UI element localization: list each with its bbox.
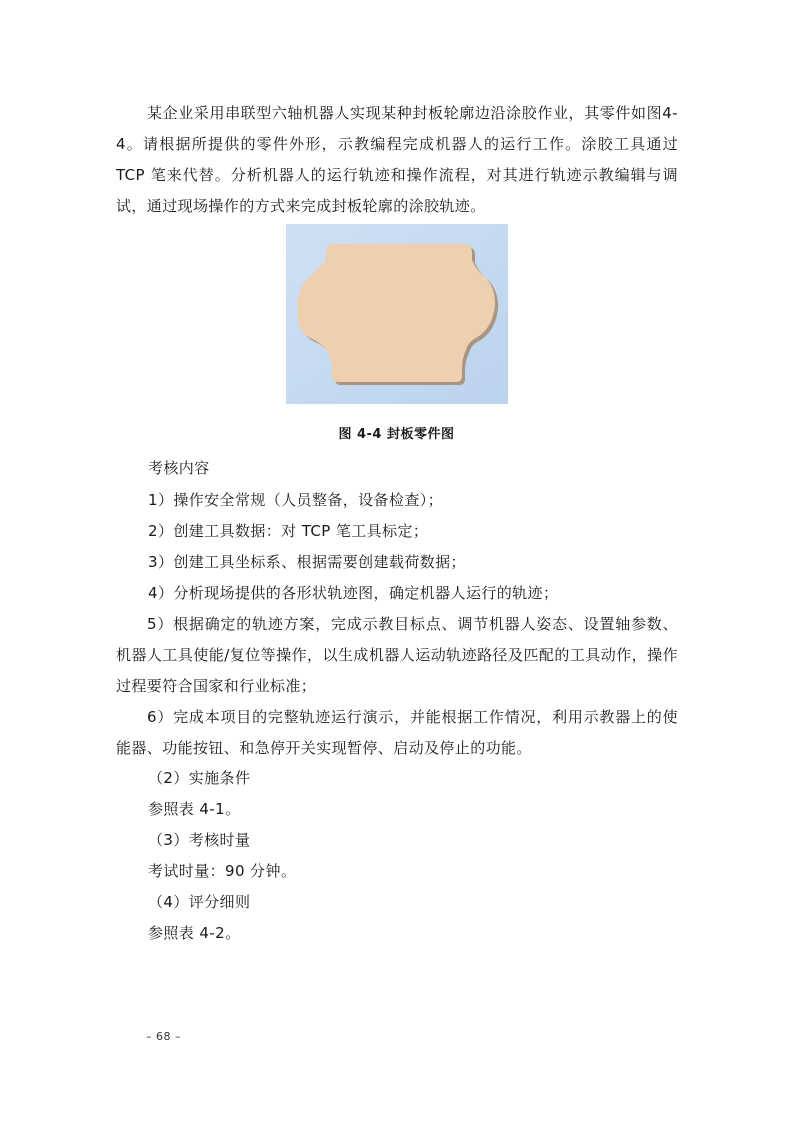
part-figure — [286, 224, 508, 404]
section-body: 考试时量：90 分钟。 — [148, 862, 297, 880]
section-heading: （3）考核时量 — [148, 831, 251, 849]
page-number: – 68 – — [146, 1030, 181, 1043]
assessment-item: 6）完成本项目的完整轨迹运行演示，并能根据工作情况，利用示教器上的使能器、功能按钮、和急停开关实现暂停、启动及停止的功能。 — [116, 708, 678, 757]
intro-paragraph: 某企业采用串联型六轴机器人实现某种封板轮廓边沿涂胶作业，其零件如图4-4。请根据所提供的零件外形，示教编程完成机器人的运行工作。涂胶工具通过 TCP 笔来代替。分析机器人的运行轨迹和操作流程，对其进行轨迹示教编辑与调试，通过现场操作的方式来完成封板轮廓的涂胶轨迹。 — [116, 104, 678, 215]
section-heading: （2）实施条件 — [148, 769, 251, 787]
section-body: 参照表 4-1。 — [148, 800, 241, 818]
section-heading: （4）评分细则 — [148, 893, 251, 911]
figure-caption: 图 4-4 封板零件图 — [338, 427, 455, 442]
assessment-item: 3）创建工具坐标系、根据需要创建载荷数据； — [148, 553, 466, 571]
sealing-plate-image — [286, 224, 508, 404]
assessment-item: 1）操作安全常规（人员整备，设备检查）； — [148, 491, 444, 509]
assessment-heading: 考核内容 — [148, 459, 210, 477]
section-body: 参照表 4-2。 — [148, 924, 241, 942]
assessment-item: 4）分析现场提供的各形状轨迹图，确定机器人运行的轨迹； — [148, 584, 559, 602]
assessment-item: 2）创建工具数据：对 TCP 笔工具标定； — [148, 522, 429, 540]
assessment-item: 5）根据确定的轨迹方案，完成示教目标点、调节机器人姿态、设置轴参数、机器人工具使能/复位等操作，以生成机器人运动轨迹路径及匹配的工具动作，操作过程要符合国家和行业标准； — [116, 615, 678, 695]
